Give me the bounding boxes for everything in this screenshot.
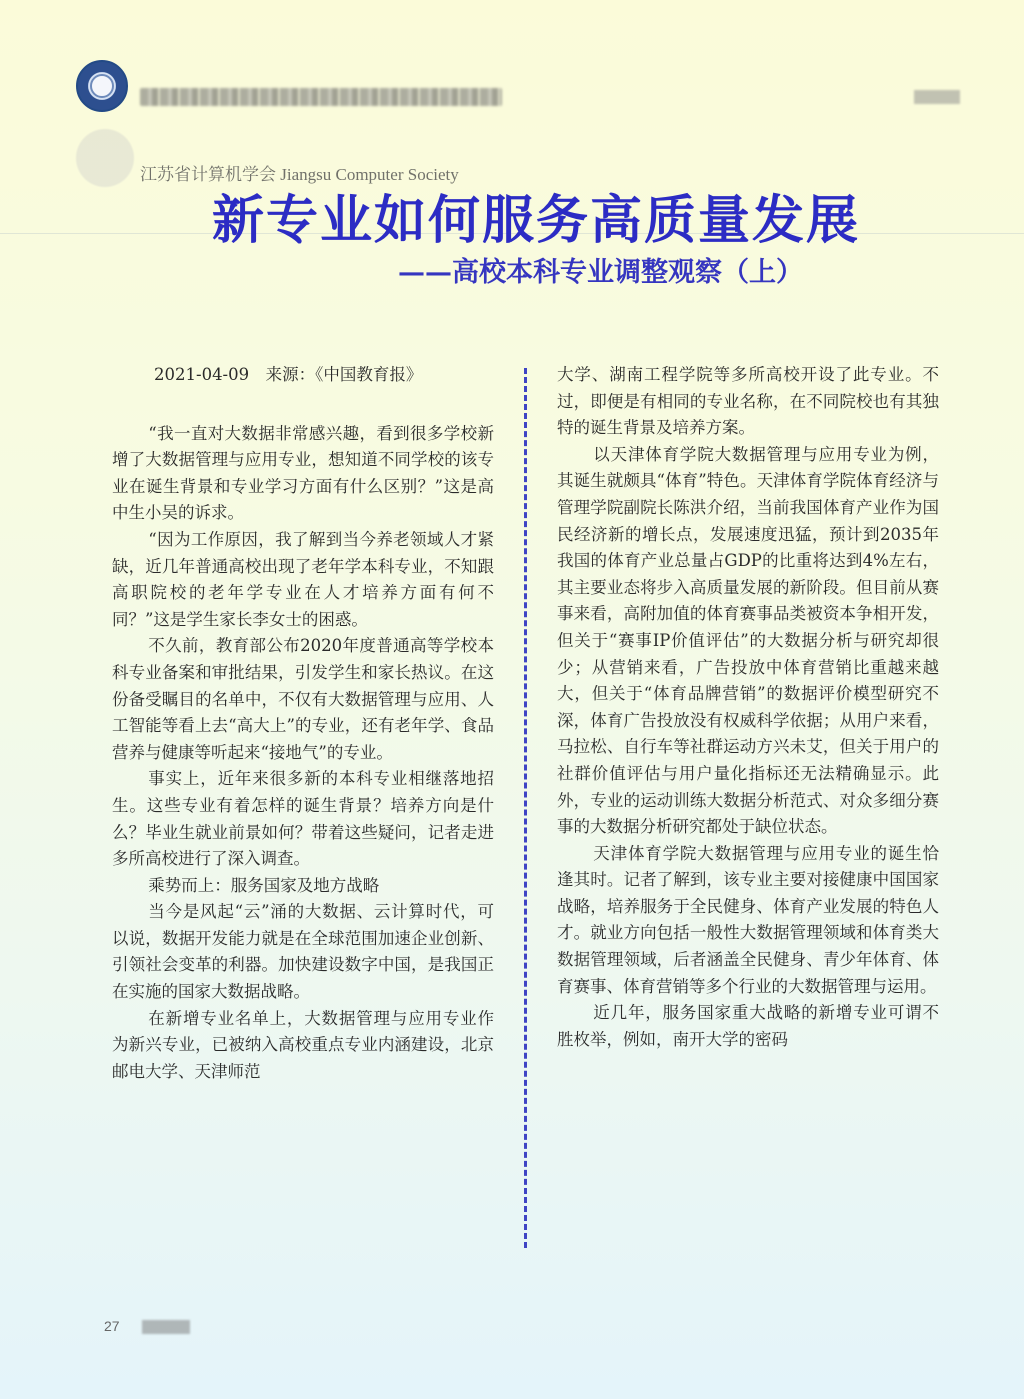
page-number: 27 bbox=[104, 1318, 120, 1334]
article-subtitle: ——高校本科专业调整观察（上） bbox=[398, 257, 803, 288]
paragraph: “因为工作原因，我了解到当今养老领域人才紧缺，近几年普通高校出现了老年学本科专业，不知跟高职院校的老年学专业在人才培养方面有何不同？”这是学生家长李女士的困惑。 bbox=[112, 529, 494, 629]
paragraph: 当今是风起“云”涌的大数据、云计算时代，可以说，数据开发能力就是在全球范围加速企业创新、引领社会变革的利器。加快建设数字中国，是我国正在实施的国家大数据战略。 bbox=[112, 902, 494, 1002]
paragraph: 天津体育学院大数据管理与应用专业的诞生恰逢其时。记者了解到，该专业主要对接健康中国国家战略，培养服务于全民健身、体育产业发展的特色人才。就业方向包括一般性大数据管理领域和体育类大数据管理领域，后者涵盖全民健身、青少年体育、体育赛事、体育营销等多个行业的大数据管理与运用。 bbox=[557, 843, 939, 996]
paragraph: 不久前，教育部公布2020年度普通高等学校本科专业备案和审批结果，引发学生和家长热议。在这份备受瞩目的名单中，不仅有大数据管理与应用、人工智能等看上去“高大上”的专业，还有老年学、食品营养与健康等听起来“接地气”的专业。 bbox=[112, 636, 494, 762]
paragraph: 以天津体育学院大数据管理与应用专业为例，其诞生就颇具“体育”特色。天津体育学院体育经济与管理学院副院长陈洪介绍，当前我国体育产业作为国民经济新的增长点，发展速度迅猛，预计到2035年我国的体育产业总量占GDP的比重将达到4%左右，其主要业态将步入高质量发展的新阶段。但目前从赛事来看，高附加值的体育赛事品类被资本争相开发，但关于“赛事IP价值评估”的大数据分析与研究却很少；从营销来看，广告投放中体育营销比重越来越大，但关于“体育品牌营销”的数据评价模型研究不深，体育广告投放没有权威科学依据；从用户来看，马拉松、自行车等社群运动方兴未艾，但关于用户的社群价值评估与用户量化指标还无法精确显示。此外，专业的运动训练大数据分析范式、对众多细分赛事的大数据分析研究都处于缺位状态。 bbox=[557, 444, 939, 837]
article-title: 新专业如何服务高质量发展 bbox=[212, 190, 861, 251]
watermark-seal bbox=[74, 118, 136, 218]
paragraph: 事实上，近年来很多新的本科专业相继落地招生。这些专业有着怎样的诞生背景？培养方向是什么？毕业生就业前景如何？带着这些疑问，记者走进多所高校进行了深入调查。 bbox=[112, 769, 494, 869]
org-name-en: Jiangsu Computer Society bbox=[280, 165, 459, 184]
paragraph: “我一直对大数据非常感兴趣，看到很多学校新增了大数据管理与应用专业，想知道不同学校的该专业在诞生背景和专业学习方面有什么区别？”这是高中生小吴的诉求。 bbox=[112, 423, 494, 523]
journal-header-banner bbox=[140, 88, 502, 106]
org-name: 江苏省计算机学会 bbox=[140, 165, 276, 184]
footer-journal-label bbox=[142, 1320, 190, 1334]
section-heading: 乘势而上：服务国家及地方战略 bbox=[148, 875, 380, 895]
paragraph: 大学、湖南工程学院等多所高校开设了此专业。不过，即便是有相同的专业名称，在不同院校也有其独特的诞生背景及培养方案。 bbox=[557, 365, 939, 438]
date-source: 2021-04-09 来源：《中国教育报》 bbox=[154, 365, 423, 384]
header-issue-label bbox=[914, 90, 960, 104]
society-logo bbox=[76, 60, 128, 112]
paragraph: 在新增专业名单上，大数据管理与应用专业作为新兴专业，已被纳入高校重点专业内涵建设，北京邮电大学、天津师范 bbox=[112, 1008, 494, 1081]
paragraph: 近几年，服务国家重大战略的新增专业可谓不胜枚举，例如，南开大学的密码 bbox=[557, 1003, 939, 1049]
column-divider bbox=[524, 368, 527, 1248]
right-column bbox=[557, 362, 939, 1053]
left-column bbox=[112, 362, 494, 1085]
logo-emblem-icon bbox=[90, 74, 114, 98]
